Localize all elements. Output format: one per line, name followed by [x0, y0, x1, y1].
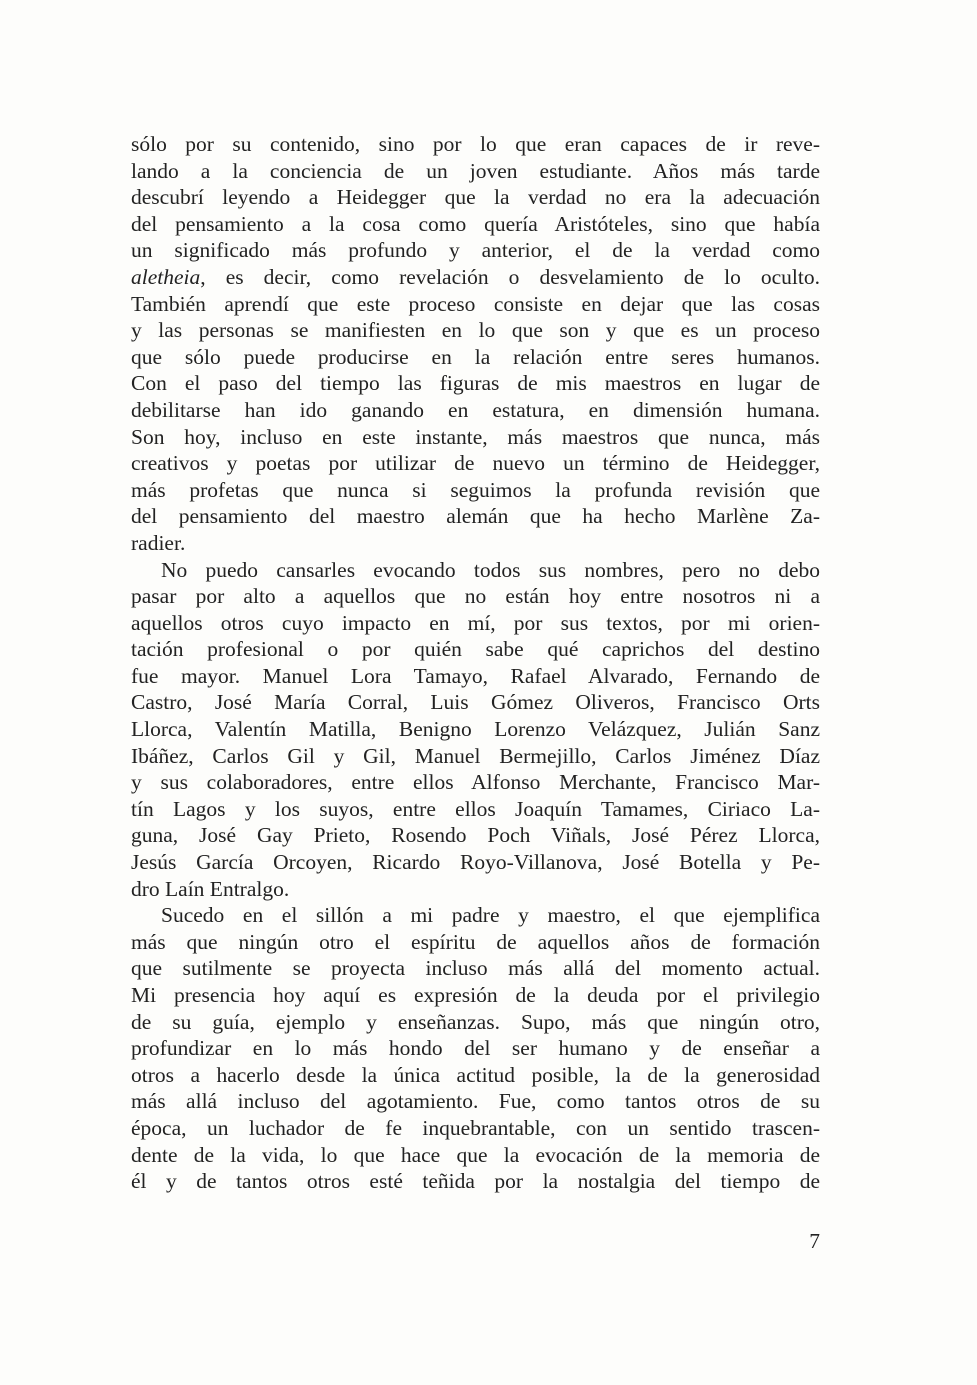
text-line: También aprendí que este proceso consiste en dejar que las cosas [131, 291, 820, 316]
text-line: debilitarse han ido ganando en estatura, en dimensión humana. [131, 397, 820, 422]
text-line: otros a hacerlo desde la única actitud posible, la de la generosidad [131, 1062, 820, 1087]
text-line: Sucedo en el sillón a mi padre y maestro, el que ejemplifica [161, 903, 820, 928]
page-number: 7 [809, 1229, 820, 1253]
text-line: No puedo cansarles evocando todos sus nombres, pero no debo [161, 557, 820, 582]
italic-term: aletheia [131, 264, 201, 289]
text-line: pasar por alto a aquellos que no están hoy entre nosotros ni a [131, 584, 820, 609]
text-line: y las personas se manifiesten en lo que son y que es un proceso [131, 318, 820, 343]
text-line: y sus colaboradores, entre ellos Alfonso Merchante, Francisco Mar- [131, 770, 820, 795]
text-line: más que ningún otro el espíritu de aquellos años de formación [131, 929, 820, 954]
text-line: del pensamiento del maestro alemán que ha hecho Marlène Za- [131, 504, 820, 529]
paragraph-2 [131, 557, 820, 903]
text-line: dro Laín Entralgo. [131, 876, 290, 901]
text-line: que sutilmente se proyecta incluso más allá del momento actual. [131, 956, 820, 981]
paragraph-3 [131, 902, 820, 1195]
text-line: aquellos otros cuyo impacto en mí, por sus textos, por mi orien- [131, 610, 820, 635]
text-line: de su guía, ejemplo y enseñanzas. Supo, más que ningún otro, [131, 1009, 820, 1034]
text-line: creativos y poetas por utilizar de nuevo un término de Heidegger, [131, 451, 820, 476]
text-line: Ibáñez, Carlos Gil y Gil, Manuel Bermejillo, Carlos Jiménez Díaz [131, 743, 820, 768]
text-line: guna, José Gay Prieto, Rosendo Poch Viñals, José Pérez Llorca, [131, 823, 820, 848]
text-line: época, un luchador de fe inquebrantable, con un sentido trascen- [131, 1115, 820, 1140]
text-line: descubrí leyendo a Heidegger que la verdad no era la adecuación [131, 185, 820, 210]
text-line: Jesús García Orcoyen, Ricardo Royo-Villanova, José Botella y Pe- [131, 850, 820, 875]
text-line: radier. [131, 530, 186, 555]
text-line: tín Lagos y los suyos, entre ellos Joaquín Tamames, Ciriaco La- [131, 796, 820, 821]
text-line: aletheia, es decir, como revelación o desvelamiento de lo oculto. [131, 264, 820, 289]
text-line: más profetas que nunca si seguimos la profunda revisión que [131, 477, 820, 502]
body-text [131, 131, 820, 1195]
text-line: Mi presencia hoy aquí es expresión de la deuda por el privilegio [131, 983, 820, 1007]
text-line: Llorca, Valentín Matilla, Benigno Lorenzo Velázquez, Julián Sanz [131, 717, 820, 742]
text-line: Castro, José María Corral, Luis Gómez Oliveros, Francisco Orts [131, 690, 820, 715]
text-line: sólo por su contenido, sino por lo que eran capaces de ir reve- [131, 132, 820, 156]
text-line: profundizar en lo más hondo del ser humano y de enseñar a [131, 1036, 820, 1061]
text-line: lando a la conciencia de un joven estudiante. Años más tarde [131, 158, 820, 183]
text-line: Con el paso del tiempo las figuras de mis maestros en lugar de [131, 371, 820, 396]
text-line: más allá incluso del agotamiento. Fue, como tantos otros de su [131, 1089, 820, 1114]
text-line: tación profesional o por quién sabe qué caprichos del destino [131, 637, 820, 662]
text-line: Son hoy, incluso en este instante, más maestros que nunca, más [131, 424, 820, 449]
paragraph-1 [131, 131, 820, 557]
text-line: dente de la vida, lo que hace que la evocación de la memoria de [131, 1142, 820, 1167]
text-line: que sólo puede producirse en la relación entre seres humanos. [131, 344, 820, 369]
text-line: fue mayor. Manuel Lora Tamayo, Rafael Alvarado, Fernando de [131, 663, 820, 688]
text-line: del pensamiento a la cosa como quería Aristóteles, sino que había [131, 211, 820, 236]
text-line: un significado más profundo y anterior, el de la verdad como [131, 238, 820, 263]
text-line: él y de tantos otros esté teñida por la nostalgia del tiempo de [131, 1169, 820, 1194]
